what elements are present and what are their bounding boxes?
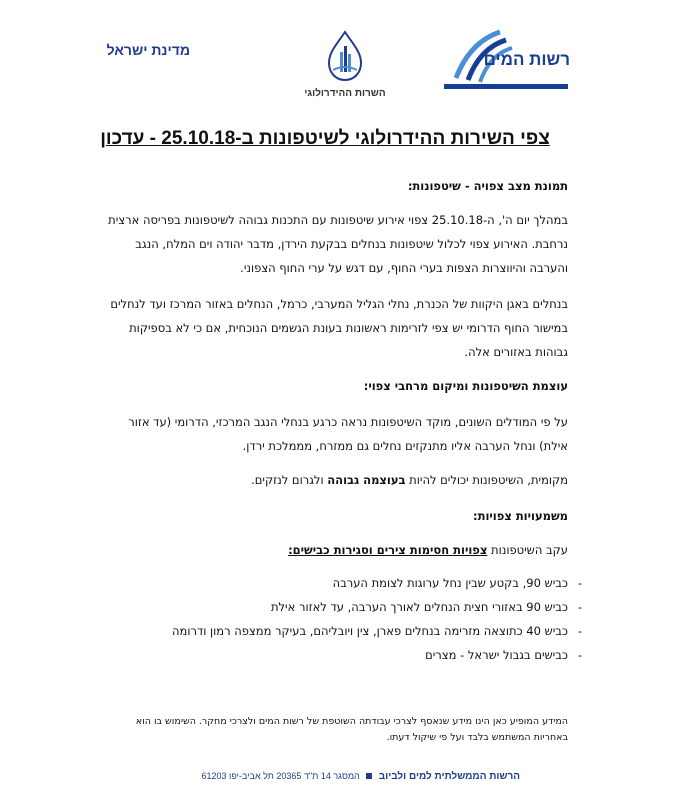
list-item-text: כביש 90 באזורי חצית הנחלים לאורך הערבה, עד לאזור אילת <box>270 600 568 614</box>
paragraph-3: על פי המודלים השונים, מוקד השיטפונות נראה כרגע בנחלי הנגב המרכזי, הדרומי (עד אזור אילת) ונחל הערבה אליו מתנקזים נחלים גם ממזרח, מממלכת ירדן. <box>128 415 568 453</box>
list-item-text: כבישים בגבול ישראל - מצרים <box>425 648 568 662</box>
paragraph-4 <box>100 468 568 492</box>
paragraph-2: בנחלים באגן היקוות של הכנרת, נחלי הגליל המערבי, כרמל, הנחלים באזור המרכז ועד לנחלים במישור החוף הדרומי יש צפי לזרימות ראשונות בעונת הגשמים הנוכחית, אם כי לא בספיקות גבוהות באזורים אלה. <box>110 297 568 359</box>
bullet-dash: - <box>577 624 582 638</box>
water-authority-logo <box>440 22 570 102</box>
footer-separator-icon <box>366 773 372 779</box>
footer <box>160 771 520 782</box>
paragraph-4-bold: בעוצמה גבוהה <box>327 473 406 487</box>
list-item-text: כביש 40 כתוצאה מזרימה בנחלים פארן, צין ויובליהם, בעיקר ממצפה רמון ודרומה <box>172 624 568 638</box>
road-closures-list <box>100 571 582 667</box>
hydrological-service-logo <box>295 30 395 99</box>
paragraph-5-bold: צפויות חסימות צירים וסגירות כבישים: <box>288 543 488 557</box>
water-drop-logo-icon <box>323 30 367 82</box>
disclaimer: המידע המופיע כאן הינו מידע שנאסף לצרכי עבודתה השוטפת של רשות המים ולצרכי מחקר. השימוש בו הוא באחריות המשתמש בלבד ועל פי שיקול דעתו. <box>135 716 568 743</box>
section-heading-forecast: תמונת מצב צפויה - שיטפונות: <box>407 179 568 193</box>
list-item <box>100 571 582 595</box>
footer-address: המסגר 14 ת"ד 20365 תל אביב-יפו 61203 <box>201 771 360 781</box>
footer-org: הרשות הממשלתית למים ולביוב <box>378 771 520 782</box>
section-heading-intensity: עוצמת השיטפונות ומיקום מרחבי צפוי: <box>363 379 568 393</box>
list-item <box>100 619 582 643</box>
bullet-dash: - <box>577 600 582 614</box>
logo-caption: השרות ההידרולוגי <box>304 88 386 99</box>
header-state-of-israel: מדינת ישראל <box>106 42 190 58</box>
list-item-text: כביש 90, בקטע שבין נחל ערוגות לצומת הערבה <box>332 576 568 590</box>
list-item <box>100 595 582 619</box>
section-heading-implications: משמעויות צפויות: <box>473 509 568 523</box>
paragraph-5 <box>100 538 568 562</box>
bullet-dash: - <box>577 576 582 590</box>
list-item <box>100 643 582 667</box>
bullet-dash: - <box>577 648 582 662</box>
paragraph-1: במהלך יום ה', ה-25.10.18 צפוי אירוע שיטפונות עם התכנות גבוהה לשיטפונות בפריסה ארצית נרחבת. האירוע צפוי לכלול שיטפונות בנחלים בבקעת הירדן, מדבר יהודה וים המלח, הנגב והערבה והיווצרות הצפות בערי החוף, עם דגש על ערי החוף הצפוני. <box>108 213 568 275</box>
paragraph-4-pre: מקומית, השיטפונות יכולים להיות <box>405 473 568 487</box>
paragraph-4-post: ולגרום לנזקים. <box>251 473 328 487</box>
water-authority-wordmark: רשות המים <box>483 50 570 69</box>
paragraph-5-pre: עקב השיטפונות <box>487 543 568 557</box>
page-title: צפי השירות ההידרולוגי לשיטפונות ב-25.10.18 - עדכון <box>100 128 550 149</box>
